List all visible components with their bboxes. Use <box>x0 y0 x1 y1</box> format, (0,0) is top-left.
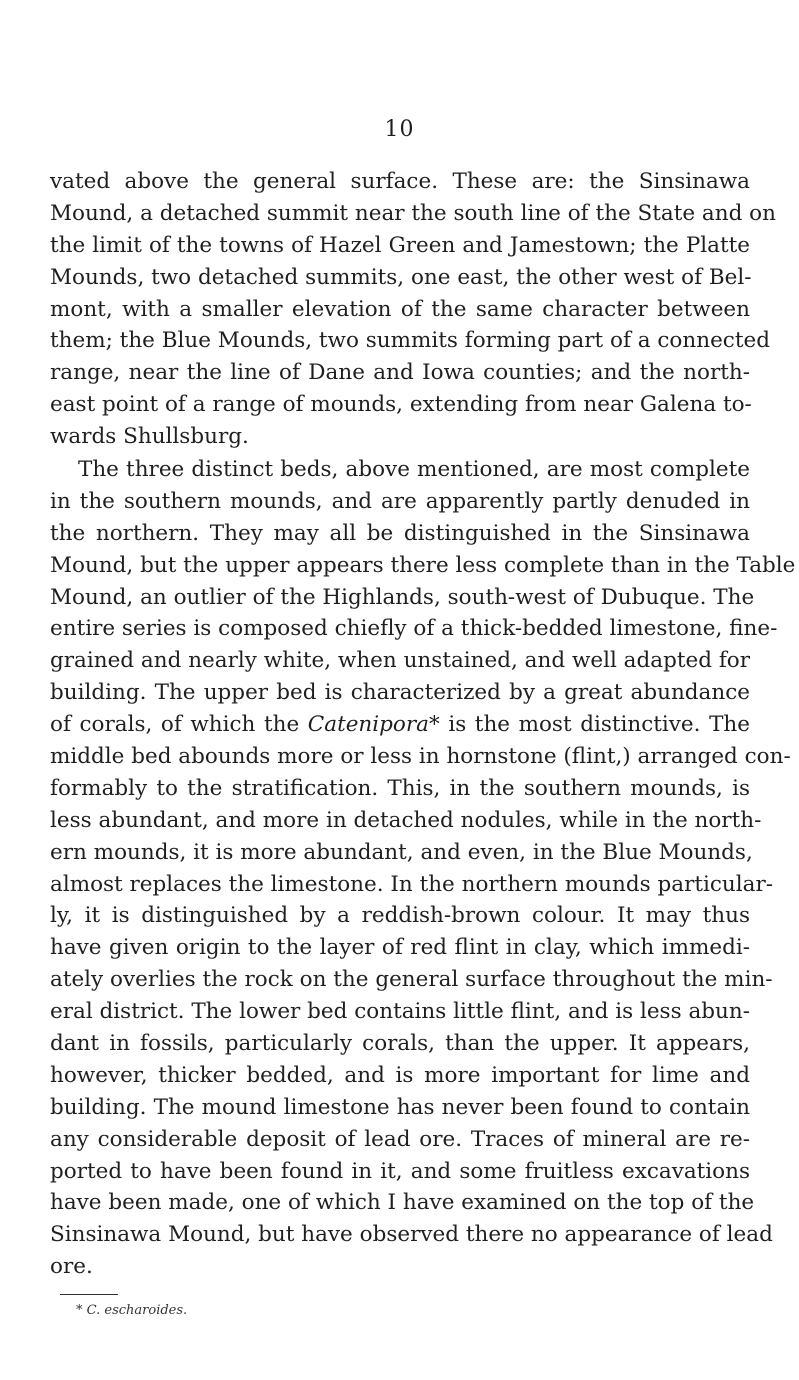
text-line: range, near the line of Dane and Iowa counties; and the north- <box>50 360 750 386</box>
text-line: have given origin to the layer of red flint in clay, which immedi- <box>50 935 750 961</box>
text-line: building. The upper bed is characterized by a great abundance <box>50 680 750 706</box>
line-segment: of corals, of which the <box>50 712 300 738</box>
text-line-with-italic-term <box>50 709 750 741</box>
paragraph-2 <box>50 454 796 1283</box>
text-line: wards Shullsburg. <box>50 424 249 450</box>
text-line: the limit of the towns of Hazel Green and Jamestown; the Platte <box>50 232 750 258</box>
italic-term: Catenipora* <box>307 712 440 738</box>
text-line: grained and nearly white, when unstained, and well adapted for <box>50 648 750 674</box>
text-line: in the southern mounds, and are apparently partly denuded in <box>50 488 750 514</box>
line-segment: is the most distinctive. The <box>448 712 750 738</box>
text-line: Sinsinawa Mound, but have observed there no appearance of lead <box>50 1222 773 1248</box>
text-line: however, thicker bedded, and is more important for lime and <box>50 1062 750 1088</box>
footnote: * C. escharoides. <box>76 1303 188 1318</box>
text-line: the northern. They may all be distinguished in the Sinsinawa <box>50 520 750 546</box>
text-line: ern mounds, it is more abundant, and even, in the Blue Mounds, <box>50 839 753 865</box>
text-line: entire series is composed chiefly of a thick-bedded limestone, fine- <box>50 616 778 642</box>
text-line: Mound, but the upper appears there less complete than in the Table <box>50 552 796 578</box>
text-line: The three distinct beds, above mentioned, are most complete <box>78 457 750 482</box>
text-line: almost replaces the limestone. In the northern mounds particular- <box>50 871 774 897</box>
text-line: have been made, one of which I have examined on the top of the <box>50 1190 755 1216</box>
text-line: building. The mound limestone has never been found to contain <box>50 1094 750 1120</box>
text-line: any considerable deposit of lead ore. Traces of mineral are re- <box>50 1126 750 1152</box>
text-line: formably to the stratification. This, in the southern mounds, is <box>50 775 750 801</box>
paragraph-1 <box>50 166 776 453</box>
text-line: dant in fossils, particularly corals, than the upper. It appears, <box>50 1031 750 1057</box>
text-line: Mound, an outlier of the Highlands, south-west of Dubuque. The <box>50 584 755 610</box>
text-line: ore. <box>50 1254 93 1280</box>
text-line: eral district. The lower bed contains little flint, and is less abun- <box>50 999 750 1025</box>
text-line: ported to have been found in it, and some fruitless excavations <box>50 1158 750 1184</box>
text-line: middle bed abounds more or less in hornstone (flint,) arranged con- <box>50 744 791 770</box>
page-number: 10 <box>384 117 415 142</box>
footnote-divider <box>60 1294 118 1295</box>
text-line: mont, with a smaller elevation of the same character between <box>50 296 750 322</box>
text-line: less abundant, and more in detached nodules, while in the north- <box>50 807 762 833</box>
text-line: ately overlies the rock on the general surface throughout the min- <box>50 967 773 993</box>
text-line: east point of a range of mounds, extending from near Galena to- <box>50 392 752 418</box>
text-line: vated above the general surface. These are: the Sinsinawa <box>50 169 750 194</box>
text-line: Mound, a detached summit near the south line of the State and on <box>50 200 776 226</box>
text-line: Mounds, two detached summits, one east, the other west of Bel- <box>50 264 752 290</box>
text-line: them; the Blue Mounds, two summits forming part of a connected <box>50 328 770 354</box>
text-line: ly, it is distinguished by a reddish-brown colour. It may thus <box>50 903 750 929</box>
